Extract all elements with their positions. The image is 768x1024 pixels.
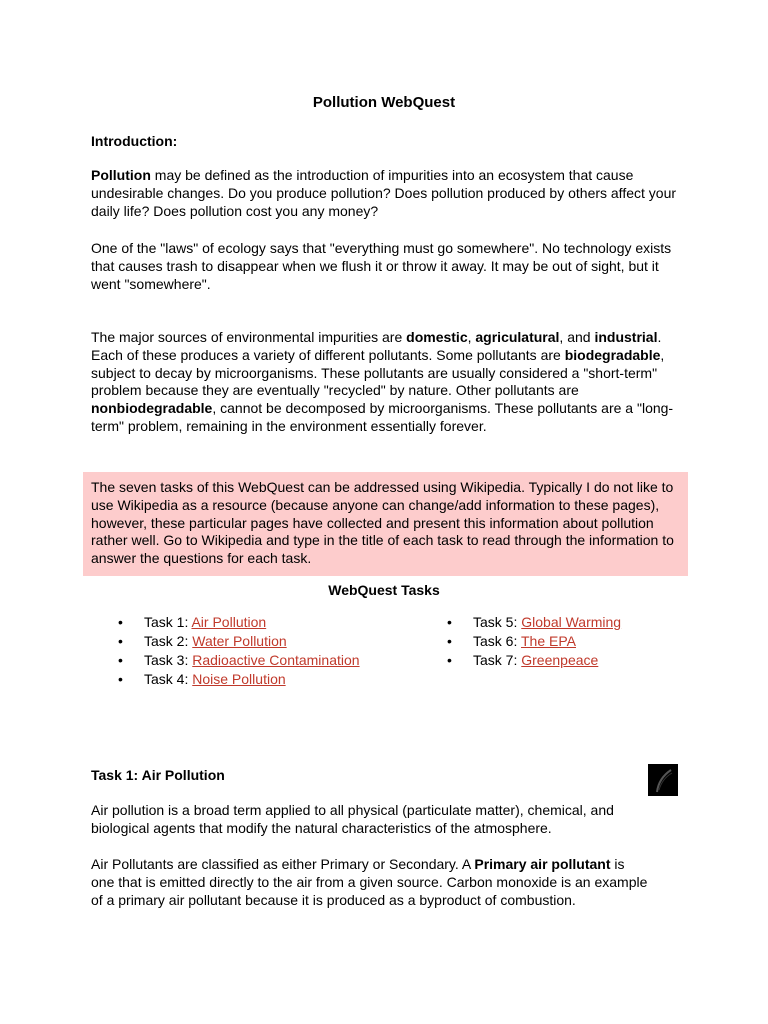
- p3-text-3: , and: [559, 329, 595, 345]
- task-link-air-pollution[interactable]: Air Pollution: [191, 614, 267, 630]
- intro-paragraph-3: [91, 329, 686, 436]
- list-item: [118, 670, 360, 689]
- p3-text-1: The major sources of environmental impurities are: [91, 329, 407, 345]
- list-item: [447, 651, 621, 670]
- intro-heading: Introduction:: [91, 133, 178, 149]
- list-item: [118, 613, 360, 632]
- task-prefix: Task 1:: [144, 614, 192, 630]
- task-prefix: Task 3:: [144, 652, 193, 668]
- task-prefix: Task 2:: [144, 633, 193, 649]
- task1-p2-text-2: is one that is emitted directly to the air from a given source. Carbon monoxide is an example of a primary air pollutant because it is produced as a byproduct of combustion.: [91, 856, 648, 908]
- p3-text-6: , cannot be decomposed by microorganisms. These pollutants are a "long-term" problem, remaining in the environment essentially forever.: [91, 400, 674, 434]
- p3-text-2: ,: [467, 329, 476, 345]
- bullet-icon: •: [118, 614, 123, 630]
- bullet-icon: •: [447, 614, 452, 630]
- tasks-heading: WebQuest Tasks: [328, 582, 440, 598]
- task1-paragraph-2: [91, 856, 651, 909]
- term-agricultural: agriculatural: [475, 329, 560, 345]
- term-primary-air-pollutant: Primary air pollutant: [474, 856, 611, 872]
- bullet-icon: •: [118, 633, 123, 649]
- task-link-global-warming[interactable]: Global Warming: [521, 614, 622, 630]
- task1-paragraph-1: Air pollution is a broad term applied to all physical (particulate matter), chemical, and biological agents that modify the natural characteristics of the atmosphere.: [91, 802, 614, 836]
- task1-heading: Task 1: Air Pollution: [91, 767, 225, 783]
- intro-paragraph-1: [91, 167, 686, 220]
- task-prefix: Task 5:: [473, 614, 522, 630]
- bullet-icon: •: [447, 652, 452, 668]
- page-title: Pollution WebQuest: [312, 94, 456, 111]
- task-prefix: Task 6:: [473, 633, 521, 649]
- task-link-water-pollution[interactable]: Water Pollution: [192, 633, 287, 649]
- term-nonbiodegradable: nonbiodegradable: [91, 400, 213, 417]
- term-biodegradable: biodegradable: [564, 346, 661, 363]
- list-item: [118, 651, 360, 670]
- task-link-radioactive-contamination[interactable]: Radioactive Contamination: [192, 652, 360, 668]
- p3-text-5: , subject to decay by microorganisms. These pollutants are usually considered a "short-term" problem because they are eventually "recycled" by nature. Other pollutants are: [91, 346, 665, 399]
- task-link-the-epa[interactable]: The EPA: [521, 633, 576, 649]
- task1-p2-text-1: Air Pollutants are classified as either Primary or Secondary. A: [91, 856, 475, 872]
- task-prefix: Task 7:: [473, 652, 522, 668]
- intro-paragraph-2: One of the "laws" of ecology says that "everything must go somewhere". No technology exists that causes trash to disappear when we flush it or throw it away. It may be out of sight, but it went "somewhere".: [91, 240, 672, 292]
- term-industrial: industrial: [594, 329, 658, 345]
- bullet-icon: •: [118, 652, 123, 668]
- feather-icon: [648, 764, 678, 796]
- task-list-left: [118, 613, 360, 689]
- task-list-right: [447, 613, 621, 670]
- feather-icon-graphic: [648, 764, 678, 796]
- task-link-noise-pollution[interactable]: Noise Pollution: [192, 671, 286, 687]
- bullet-icon: •: [118, 671, 123, 687]
- intro-paragraph-1-text: may be defined as the introduction of impurities into an ecosystem that cause undesirable changes. Do you produce pollution? Does pollution produced by others affect your daily life? Does pollution cost you any money?: [91, 167, 677, 219]
- list-item: [447, 632, 621, 651]
- list-item: [118, 632, 360, 651]
- p3-text-4: . Each of these produces a variety of different pollutants. Some pollutants are: [91, 329, 662, 363]
- task-link-greenpeace[interactable]: Greenpeace: [521, 652, 599, 668]
- bullet-icon: •: [447, 633, 452, 649]
- term-domestic: domestic: [406, 329, 468, 345]
- list-item: [447, 613, 621, 632]
- term-pollution: Pollution: [91, 167, 151, 183]
- task-prefix: Task 4:: [144, 671, 193, 687]
- wikipedia-note: The seven tasks of this WebQuest can be addressed using Wikipedia. Typically I do not like to use Wikipedia as a resource (because anyone can change/add information to these pages), however, these particular pages have collected and present this information about pollution rather well. Go to Wikipedia and type in the title of each task to read through the information to answer the questions for each task.: [83, 472, 688, 576]
